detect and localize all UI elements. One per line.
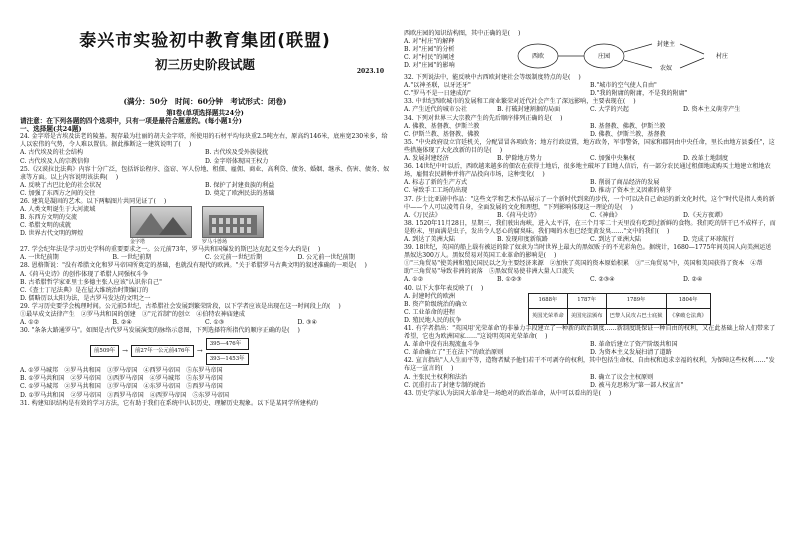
- table-cell: 美国宪法颁布: [567, 309, 606, 325]
- option: A."以神圣联，以牙还牙": [404, 82, 471, 90]
- question-37-options: [404, 212, 776, 220]
- right-column: [404, 30, 776, 398]
- option: C. ②③④: [590, 276, 615, 284]
- flow-box: 393—1453年: [206, 353, 249, 365]
- question-40-options: [404, 293, 522, 325]
- question-26-options: [20, 206, 130, 246]
- question-34: 34. 下列对世界三大宗教产生的先后顺序排列正确的是( ): [404, 114, 563, 122]
- option: D."我的附庸的附庸，不是我的附庸": [590, 90, 688, 98]
- option: A. ①②: [20, 319, 40, 327]
- option: C.《神曲》: [590, 211, 621, 219]
- flow-box: 前509年: [90, 345, 119, 357]
- option: C. 大学的兴起: [590, 106, 629, 114]
- arrow-right-icon: →: [122, 347, 128, 356]
- option: D. ②④: [683, 276, 703, 284]
- diagram-label: 村庄: [715, 53, 729, 61]
- question-43: 43. 历史学家认为法国大革命是一场绝对的政治革命，从中可以看出的是( ): [404, 389, 612, 397]
- question-34-options: [404, 123, 776, 139]
- colosseum-icon: [203, 207, 263, 237]
- option: B. 对"庄园"的分析: [404, 46, 455, 54]
- option: A. 发展封建经济: [404, 155, 449, 163]
- exam-title: 泰兴市实验初中教育集团(联盟): [79, 31, 331, 51]
- option: C. ①③: [205, 319, 225, 327]
- notice: 请注意：在下列各题的四个选项中，只有一项是最符合题意的。(每小题1分): [20, 117, 242, 126]
- exam-subtitle: 初三历史阶段试题: [154, 57, 255, 72]
- question-31-body: [404, 38, 776, 74]
- option: A. 封建时代的欧洲: [404, 292, 455, 300]
- option: D. 世界古代文明的辉煌: [20, 230, 84, 238]
- option: A. ①②: [404, 276, 424, 284]
- question-29: 29. 学习历史要学会梳理时间。公元前5世纪，古希腊社会发展到繁荣阶段，以下学者应该是出现在这一时间段上的( ): [20, 302, 341, 310]
- table-cell: 1804年: [666, 293, 710, 309]
- option: C. 加强中央集权: [590, 155, 635, 163]
- question-35: 35. "中央政府设立宫廷机关，分配冒冒各项政务；地方行政设置，地方政务，军事警备，国家和郡同由中央任命，里长由地方县委任"，这些措施体现了大化改新的目的是( ): [404, 138, 775, 154]
- question-39: 39. 18世纪，英国的船上载有被运的除了奴隶为当时世界上最大的黑奴贩子的不光彩角色。据统计，1680—1775年间英国人向美洲运送黑奴达300万人。黑奴贸易对英国工业革命的影响是( ): [404, 244, 772, 260]
- option: B. ①罗马共和国 ②罗马帝国 ③西罗马帝国 ④罗马城邦 ⑤东罗马帝国: [20, 375, 223, 383]
- option: D. 推动了资本主义因素的萌芽: [590, 187, 672, 195]
- question-29-options: [20, 319, 390, 327]
- option: B. 基督教、佛教、伊斯兰教: [590, 122, 666, 130]
- question-36: 36. 14世纪中叶以后，西欧越来越多的佃农在获得土地后，很多地主破坏了旧地人信后，有一部分农民通过租佃地或购买土地建立租地农场，雇佣农民耕种并将产品投向市场，这种变化( ): [404, 163, 771, 179]
- question-32-options: [404, 82, 776, 98]
- option: A. 产生近代的城市公社: [404, 106, 468, 114]
- question-41-options: [404, 341, 776, 357]
- option: D. 对"庄园"的影响: [404, 62, 455, 70]
- pyramid-photo: [130, 206, 192, 238]
- question-30-options: [20, 367, 390, 399]
- question-40-body: [404, 293, 776, 325]
- option: A. ①罗马城邦 ②罗马共和国 ③罗马帝国 ④西罗马帝国 ⑤东罗马帝国: [20, 367, 223, 375]
- exam-meta: (满分：50分 时间：60分钟 考试形式：闭卷): [123, 97, 287, 106]
- option: A. 人类文明诞生于大河流域: [20, 206, 96, 214]
- pyramid-icon: [131, 207, 191, 237]
- flow-box: 前27年一公元前476年: [131, 345, 194, 357]
- option: A. 主张民主权利和法治: [404, 373, 468, 381]
- option: B. 保护了封建贵族的利益: [205, 181, 275, 189]
- figure-colosseum: [202, 206, 264, 246]
- question-25-options: [20, 182, 390, 198]
- diagram-label: 封建主: [656, 41, 676, 49]
- flow-branch: [206, 338, 249, 365]
- option: C. 沉重打击了封建专制的统治: [404, 381, 486, 389]
- option: A. 标志了新的生产方式: [404, 179, 468, 187]
- rome-flow-diagram: [90, 338, 390, 364]
- caption: 金字塔: [130, 239, 146, 246]
- option: D. 改革土地制度: [683, 155, 729, 163]
- option: B. 打破封建割据的局面: [497, 106, 561, 114]
- question-36-options: [404, 179, 776, 195]
- option: C. ①罗马城邦 ②罗马共和国 ③罗马帝国 ④东罗马帝国 ⑤西罗马帝国: [20, 383, 223, 391]
- timeline-table: [528, 293, 711, 325]
- question-27: 27. 学会纪年法是学习历史学科的重要要求之一。公元前73年，罗马共和国爆发的斯巴达克起义至今大约是( ): [20, 246, 321, 254]
- option: C. 工业革命的进程: [404, 308, 455, 316]
- option: B. ①②③: [497, 276, 522, 284]
- diagram-label: 西欧: [531, 53, 545, 61]
- option: C. 对"村民"的阐述: [404, 54, 455, 62]
- question-31-options: [404, 38, 514, 74]
- option: C. 加强了东西方之间的交往: [20, 189, 96, 197]
- option: B. 古希腊哲学家亚里士多德主张人应该"认识你自己": [20, 278, 162, 286]
- left-column: [20, 94, 390, 408]
- option: B. 确立了议会主权原则: [590, 373, 654, 381]
- option: B.《荷马史诗》: [497, 211, 540, 219]
- option: A. 一世纪前期: [20, 254, 59, 262]
- table-cell: 英国光荣革命: [529, 309, 568, 325]
- question-39-items: ①"三角贸易"使美洲和殖民国民以之为主要经济来源 ②加快了英国的资本原始积累 ③"三角贸易"中，英国和美国获得了资本 ④帮助"三角贸易"导致非洲的衰落 ⑤黑奴贸易使非洲大量人口流失: [404, 260, 763, 276]
- option: B."城市的空气使人自由": [590, 82, 657, 90]
- question-28-options: [20, 271, 390, 303]
- question-42: 42. 宣言指出"人人生而平等，造物者赋予他们若干不可剥夺的权利，其中包括生命权、自由权和追求幸福的权利，为保障这些权利……"发布这一宣言的( ): [404, 357, 775, 373]
- question-35-options: [404, 155, 776, 163]
- option: D. 儒略历以太阳为法，是古罗马发达的文明之一: [20, 294, 151, 302]
- question-40: 40. 以下大事年表反映了( ): [404, 284, 484, 292]
- table-cell: 1688年: [529, 293, 568, 309]
- option: C. 希腊文明的成就: [20, 222, 71, 230]
- title-block: [20, 30, 390, 74]
- option: C. 公元前一世纪后期: [205, 254, 263, 262]
- option: B. 一世纪前期: [112, 254, 152, 262]
- option: C."罗马不是一日建成的": [404, 90, 471, 98]
- question-26-images: [130, 206, 264, 246]
- question-30: 30. "条条大路通罗马"。如图是古代罗马发展演变的脉络示意图，下列选择符所指代的顺序正确的是( ): [20, 327, 300, 335]
- figure-pyramid: [130, 206, 192, 246]
- option: A. 反映了古巴比伦的社会状况: [20, 181, 102, 189]
- option: D. ①罗马共和国 ②罗马帝国 ③西罗马帝国 ④西罗马帝国 ⑤东罗马帝国: [20, 391, 230, 399]
- table-cell: 1787年: [567, 293, 606, 309]
- question-39-options: [404, 276, 776, 284]
- question-24: 24. 金字塔是古埃及法老的陵墓。现存最为壮丽的胡夫金字塔，所使用的石材平均每块重2.5吨左右，原高约146米，底座宽230米多，给人以宏伟的气势，令人难以置信。据此推断这一建筑说明了( ): [20, 133, 388, 149]
- section-heading: 一、选择题(共24题): [20, 125, 82, 134]
- option: D. 资本主义萌芽产生: [683, 106, 741, 114]
- question-29-items: ①最早成文法律产生 ②罗马共和国的创建 ③"元首制"的创立 ④伯特农神庙建成: [20, 310, 245, 318]
- question-33: 33. 中世纪西欧城市的发展和工商业繁荣对近代社会产生了深远影响，主要表现在( ): [404, 98, 636, 106]
- option: C. 伊斯兰教、基督教、佛教: [404, 130, 480, 138]
- question-33-options: [404, 106, 776, 114]
- question-28: 28. 恩格斯说："没有希腊文化和罗马帝国所奠定的基础，也就没有现代的欧洲。"关于希腊罗马古典文明的叙述准确的一项是( ): [20, 262, 367, 270]
- option: D. 奠定了欧洲民法的基础: [205, 189, 275, 197]
- colosseum-photo: [202, 206, 264, 238]
- diagram-label: 农奴: [659, 65, 673, 73]
- question-31: 31. 构建知识结构是有效的学习方法，它有助于我们在系统中认识历史、理解历史现象。以下是某同学所建构的: [20, 399, 319, 407]
- option: D. 为资本主义发展扫清了道路: [590, 349, 672, 357]
- option: B. 发现印度新航路: [497, 235, 549, 243]
- option: B. ②④: [112, 319, 132, 327]
- option: A.《荷马史诗》的创作体现了希腊人同强权斗争: [20, 270, 149, 278]
- manor-diagram: [514, 38, 744, 74]
- option: D.《天方夜谭》: [683, 211, 727, 219]
- question-42-options: [404, 374, 776, 390]
- part-heading: 第Ⅰ卷(单项选择题共24分): [166, 109, 244, 117]
- table-cell: 1789年: [606, 293, 666, 309]
- question-26-body: [20, 206, 390, 246]
- option: C. 革命确立了"王在法下"的政治原则: [404, 349, 504, 357]
- option: B. 革命后建立了资产阶级共和国: [590, 341, 678, 349]
- option: A. 革命中没有出现流血斗争: [404, 341, 480, 349]
- option: B. 削弱了商品经济的发展: [590, 179, 660, 187]
- option: A. 到达了美洲大陆: [404, 235, 455, 243]
- question-32: 32. 下列说法中，能反映中古西欧封建社会等级制度特点的是( ): [404, 74, 581, 82]
- arrow-right-icon: →: [196, 347, 203, 356]
- option: A. 古代埃及的社会结构: [20, 149, 84, 157]
- table-cell: 巴黎人民攻占巴士底狱: [606, 309, 666, 325]
- option: A. 对"村庄"的解释: [404, 38, 455, 46]
- option: C. 到达了亚洲大陆: [590, 235, 641, 243]
- option: D. 完成了环球航行: [683, 235, 735, 243]
- option: A.《万民法》: [404, 211, 441, 219]
- option: A. 佛教、基督教、伊斯兰教: [404, 122, 480, 130]
- question-24-options: [20, 149, 390, 165]
- question-25: 25.《汉谟拉比法典》内容十分广泛，包括诉讼程序、盗窃、军人份地、租佃、雇佣、商业、高利贷、债务、婚姻、继承、伤害、债务、奴隶等方面。以上内容说明该法典( ): [20, 165, 390, 181]
- question-37: 37. 莎士比亚剧中作品："这些文学和艺术作品展示了一个新时代到来的步伐，一个可以决自己命运的新文化时代，这个"时代是指人类的新中——个人可以凌驾自身，全面发展的文化和理想，"下列影响体现这一理论的是( ): [404, 195, 775, 211]
- flow-box: 395—476年: [206, 338, 249, 350]
- exam-date: 2023.10: [356, 68, 384, 75]
- option: D. 公元前一世纪前期: [297, 254, 355, 262]
- option: C. 古代埃及人的宗教信仰: [20, 157, 90, 165]
- question-41: 41. 有学者指出："英国用'光荣革命'的非暴力手段建立了一种新的政治制度……新制度既保证一种自由的权利，又在此基础上给人们带来了希望，它也为欧洲国家……"这说明英国光荣革命( ): [404, 325, 776, 341]
- option: B. 东西方文明的交流: [20, 214, 78, 222]
- table-row: [529, 309, 711, 325]
- question-38-options: [404, 236, 776, 244]
- table-row: [529, 293, 711, 309]
- table-cell: 《拿破仑法典》: [666, 309, 710, 325]
- option: B. 铲除地方势力: [497, 155, 542, 163]
- option: C. 导致手工工场的出现: [404, 187, 468, 195]
- option: D. 殖民地人民的抗争: [404, 316, 462, 324]
- caption: 罗马斗兽场: [202, 239, 228, 246]
- option: C.《查士丁尼法典》是在屋大维统治时期编订的: [20, 286, 149, 294]
- option: B. 资产阶级统治的确立: [404, 300, 468, 308]
- option: D. 佛教、伊斯兰教、基督教: [590, 130, 666, 138]
- option: D. 金字塔体现国王权力: [205, 157, 269, 165]
- option: D. ③④: [297, 319, 317, 327]
- question-31-continued: 西欧庄园的知识结构图，其中正确的是( ): [404, 30, 521, 37]
- question-26: 26. 建筑是凝固的艺术。以下两幅图片共同见证了( ): [20, 198, 167, 206]
- question-38: 38. 1520年11月28日，星期三，我们驶出海峡，进入太平洋，在三个月零二十天里没有吃到过新鲜的食物。我们吃的饼干已不成样子，而是粉末，里面满是虫子，发出令人恶心的腐臭味。我们喝的水也已经变黄发臭……"文中的我们( ): [404, 219, 776, 235]
- diagram-label: 庄园: [597, 53, 611, 61]
- option: B. 古代埃及受外族侵扰: [205, 149, 269, 157]
- option: D. 被马克思称为"第一部人权宣言": [590, 381, 684, 389]
